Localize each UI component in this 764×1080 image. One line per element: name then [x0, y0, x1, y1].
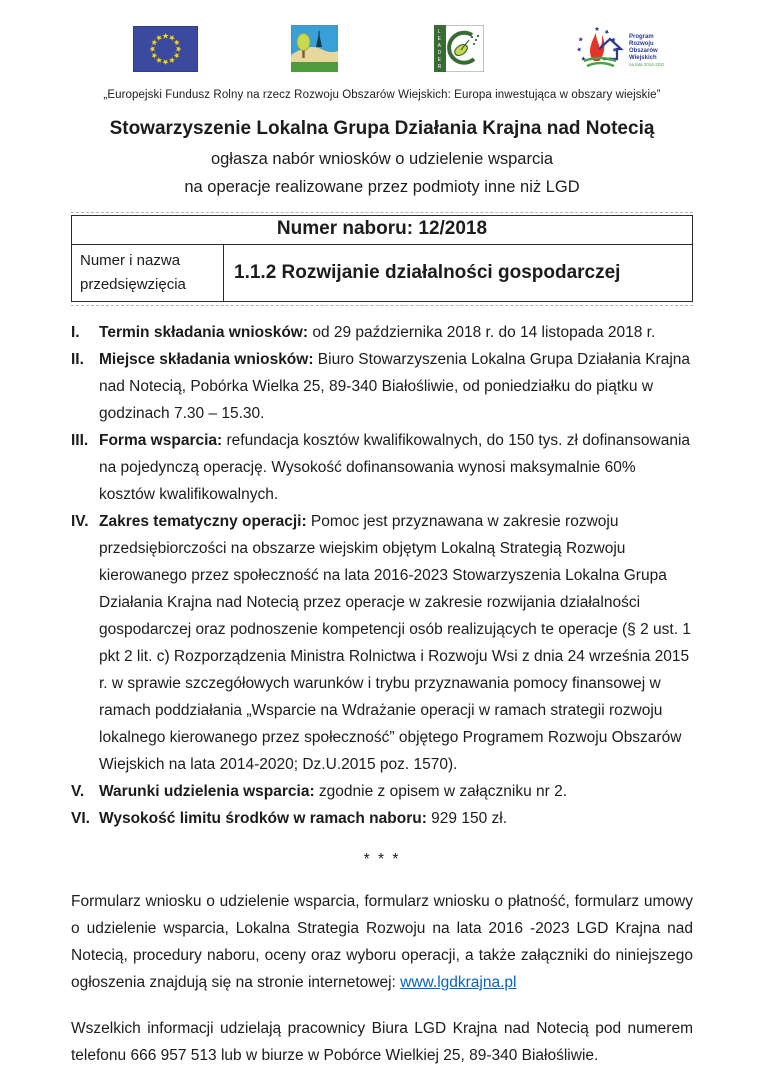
eu-flag-logo [133, 26, 198, 77]
item-text: refundacja kosztów kwalifikowalnych, do 150 tys. zł dofinansowania na pojedynczą operację. Wysokość dofinansowania wynosi maksymalnie 60% kosztów kwalifikowalnych. [99, 432, 691, 503]
list-item-miejsce [71, 346, 693, 427]
item-text: 929 150 zł. [426, 810, 508, 827]
forms-paragraph-text: Formularz wniosku o udzielenie wsparcia, formularz wniosku o płatność, formularz umowy o udzielenie wsparcia, Lokalna Strategia Rozwoju na lata 2016 -2023 LGD Krajna nad Notecią, procedury naboru, oceny oraz wyboru operacji, a także załączniki do niniejszego ogłoszenia znajdują się na stronie internetowej: [71, 893, 693, 991]
prow-logo [572, 25, 664, 77]
svg-text:Obszarów: Obszarów [629, 48, 658, 54]
item-label: Zakres tematyczny operacji: [99, 513, 307, 530]
roman-numeral: III. [71, 432, 89, 449]
leader-logo [434, 25, 484, 77]
roman-numeral: I. [71, 324, 80, 341]
svg-text:Wiejskich: Wiejskich [629, 55, 657, 61]
svg-text:R: R [437, 64, 442, 70]
item-label: Termin składania wniosków: [99, 324, 309, 341]
asterisk-separator: * * * [363, 851, 401, 868]
list-item-warunki [71, 778, 693, 805]
svg-text:A: A [437, 43, 441, 49]
svg-text:E: E [437, 36, 441, 42]
list-item-termin [71, 319, 693, 346]
item-label: Warunki udzielenia wsparcia: [99, 783, 315, 800]
forms-paragraph [71, 888, 693, 996]
list-item-limit [71, 805, 693, 832]
list-item-zakres [71, 508, 693, 778]
item-text: zgodnie z opisem w załączniku nr 2. [314, 783, 568, 800]
item-text: Biuro Stowarzyszenia Lokalna Grupa Działania Krajna nad Notecią, Pobórka Wielka 25, 89-340 Białośliwie, od poniedziałku do piątku w godzinach 7.30 – 15.30. [99, 351, 691, 422]
roman-numeral: VI. [71, 810, 90, 827]
przedsiewziecie-value: 1.1.2 Rozwijanie działalności gospodarczej [224, 245, 693, 302]
website-link[interactable]: www.lgdkrajna.pl [400, 974, 517, 991]
logos-row [71, 27, 693, 75]
svg-text:E: E [437, 57, 441, 63]
item-label: Miejsce składania wniosków: [99, 351, 314, 368]
eu-funding-note: „Europejski Fundusz Rolny na rzecz Rozwoju Obszarów Wiejskich: Europa inwestująca w obszary wiejskie” [103, 89, 661, 101]
document-title: Stowarzyszenie Lokalna Grupa Działania Krajna nad Notecią [109, 118, 655, 139]
roman-numeral: II. [71, 351, 84, 368]
svg-text:Rozwoju: Rozwoju [629, 41, 654, 47]
item-label: Forma wsparcia: [99, 432, 223, 449]
lgd-krajna-landscape-logo [291, 25, 338, 77]
contact-paragraph: Wszelkich informacji udzielają pracownicy Biura LGD Krajna nad Notecią pod numerem telefonu 666 957 513 lub w biurze w Pobórce Wielkiej 25, 89-340 Białośliwie. [71, 1020, 693, 1064]
document-subtitle-1: ogłasza nabór wniosków o udzielenie wsparcia [210, 150, 554, 168]
document-subtitle-2: na operacje realizowane przez podmioty inne niż LGD [184, 178, 580, 196]
item-text: od 29 października 2018 r. do 14 listopada 2018 r. [308, 324, 656, 341]
nabor-table [71, 215, 693, 302]
list-item-forma [71, 427, 693, 508]
svg-text:Program: Program [629, 34, 654, 40]
nabor-table-wrapper [71, 212, 693, 306]
roman-numeral: V. [71, 783, 85, 800]
przedsiewziecie-label: Numer i nazwa przedsięwzięcia [72, 245, 224, 302]
item-text: Pomoc jest przyznawana w zakresie rozwoju przedsiębiorczości na obszarze wiejskim objętym Lokalną Strategią Rozwoju kierowanego przez społeczność na lata 2016-2023 Stowarzyszenia Lokalna Grupa Działania Krajna nad Notecią przez operacje w zakresie rozwijania działalności gospodarczej oraz podnoszenie kompetencji osób realizujących te operacje (§ 2 ust. 1 pkt 2 lit. c) Rozporządzenia Ministra Rolnictwa i Rozwoju Wsi z dnia 24 września 2015 r. w sprawie szczegółowych warunków i trybu przyznawania pomocy finansowej w ramach poddziałania „Wsparcie na Wdrażanie operacji w ramach strategii rozwoju lokalnego kierowanego przez społeczność” objętego Programem Rozwoju Obszarów Wiejskich na lata 2014-2020; Dz.U.2015 poz. 1570). [99, 513, 691, 773]
announcement-list [71, 319, 693, 832]
nabor-number-header: Numer naboru: 12/2018 [72, 216, 693, 245]
svg-text:L: L [437, 29, 441, 35]
item-label: Wysokość limitu środków w ramach naboru: [99, 810, 427, 827]
svg-text:na lata 2014-2020: na lata 2014-2020 [629, 62, 664, 67]
svg-text:D: D [437, 50, 442, 56]
roman-numeral: IV. [71, 513, 89, 530]
